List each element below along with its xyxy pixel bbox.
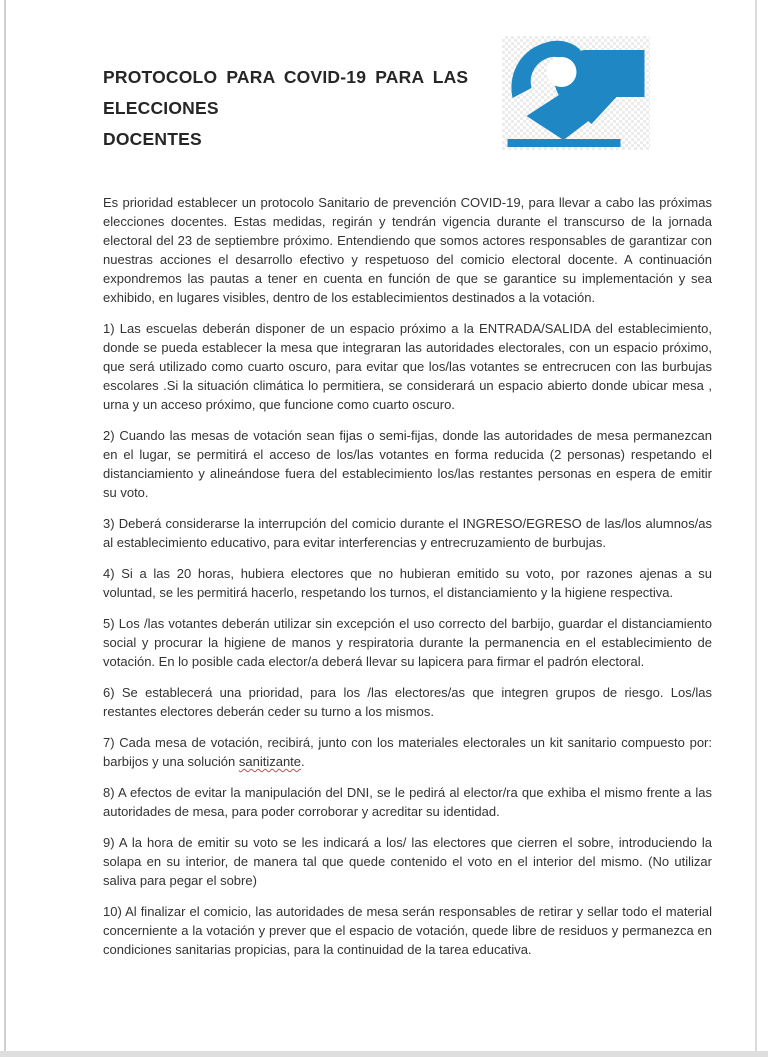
protocol-item-5: 5) Los /las votantes deberán utilizar sin excepción el uso correcto del barbijo, guardar el distanciamiento social y procurar la higiene de manos y respiratoria durante la permanencia en el establecimiento de votación. En lo posible cada elector/a deberá llevar su lapicera para firmar el padrón electoral. — [103, 616, 712, 669]
protocol-item-7-before: 7) Cada mesa de votación, recibirá, junto con los materiales electorales un kit sanitario compuesto por: barbijos y una solución — [103, 735, 712, 769]
document-title-line-1: PROTOCOLO PARA COVID-19 PARA LAS ELECCIONES — [103, 67, 469, 118]
intro-paragraph: Es prioridad establecer un protocolo Sanitario de prevención COVID-19, para llevar a cabo las próximas elecciones docentes. Estas medidas, regirán y tendrán vigencia durante el transcurso de la jornada electoral del 23 de septiembre próximo. Entendiendo que somos actores responsables de garantizar con nuestras acciones el desarrollo efectivo y respetuoso del comicio electoral docente. A continuación expondremos las pautas a tener en cuenta en función de que se garantice su implementación y sea exhibido, en lugares visibles, dentro de los establecimientos destinados a la votación. — [103, 195, 712, 305]
ballot-box-logo — [502, 36, 650, 150]
misspelled-word: sanitizante — [238, 754, 302, 769]
protocol-item-1: 1) Las escuelas deberán disponer de un espacio próximo a la ENTRADA/SALIDA del establecimiento, donde se pueda establecer la mesa que integraran las autoridades electorales, con un espacio próximo, que será utilizado como cuarto oscuro, para evitar que los/las votantes se entrecrucen con las burbujas escolares .Si la situación climática lo permitiera, se considerará un espacio abierto donde ubicar mesa , urna y un acceso próximo, que funcione como cuarto oscuro. — [103, 321, 712, 412]
document-title — [103, 62, 495, 155]
protocol-item-10: 10) Al finalizar el comicio, las autoridades de mesa serán responsables de retirar y sellar todo el material concerniente a la votación y prever que el espacio de votación, quede libre de residuos y permanezca en condiciones sanitarias propicias, para la continuidad de la tarea educativa. — [103, 904, 712, 957]
page-right-edge — [755, 0, 757, 1057]
document-body — [103, 193, 712, 959]
hand-ballot-icon — [502, 36, 650, 150]
page-left-edge — [4, 0, 6, 1057]
protocol-item-4: 4) Si a las 20 horas, hubiera electores que no hubieran emitido su voto, por razones ajenas a su voluntad, se les permitirá hacerlo, respetando los turnos, el distanciamiento y la higiene respectiva. — [103, 566, 712, 600]
protocol-item-2: 2) Cuando las mesas de votación sean fijas o semi-fijas, donde las autoridades de mesa permanezcan en el lugar, se permitirá el acceso de los/las votantes en forma reducida (2 personas) respetando el distanciamiento y alineándose fuera del establecimiento los/las restantes personas en espera de emitir su voto. — [103, 428, 712, 500]
page-bottom-edge — [0, 1051, 768, 1057]
protocol-item-6: 6) Se establecerá una prioridad, para los /las electores/as que integren grupos de riesgo. Los/las restantes electores deberán ceder su turno a los mismos. — [103, 685, 712, 719]
protocol-item-7 — [103, 733, 712, 771]
protocol-item-7-after: . — [301, 754, 305, 769]
document-title-line-2: DOCENTES — [103, 129, 202, 149]
protocol-item-3: 3) Deberá considerarse la interrupción del comicio durante el INGRESO/EGRESO de las/los alumnos/as al establecimiento educativo, para evitar interferencias y entrecruzamiento de burbujas. — [103, 516, 712, 550]
protocol-item-9: 9) A la hora de emitir su voto se les indicará a los/ las electores que cierren el sobre, introduciendo la solapa en su interior, de manera tal que quede contenido el voto en el interior del mismo. (No utilizar saliva para pegar el sobre) — [103, 835, 712, 888]
document-content — [103, 62, 712, 971]
protocol-item-8: 8) A efectos de evitar la manipulación del DNI, se le pedirá al elector/ra que exhiba el mismo frente a las autoridades de mesa, para poder corroborar y acreditar su identidad. — [103, 785, 712, 819]
